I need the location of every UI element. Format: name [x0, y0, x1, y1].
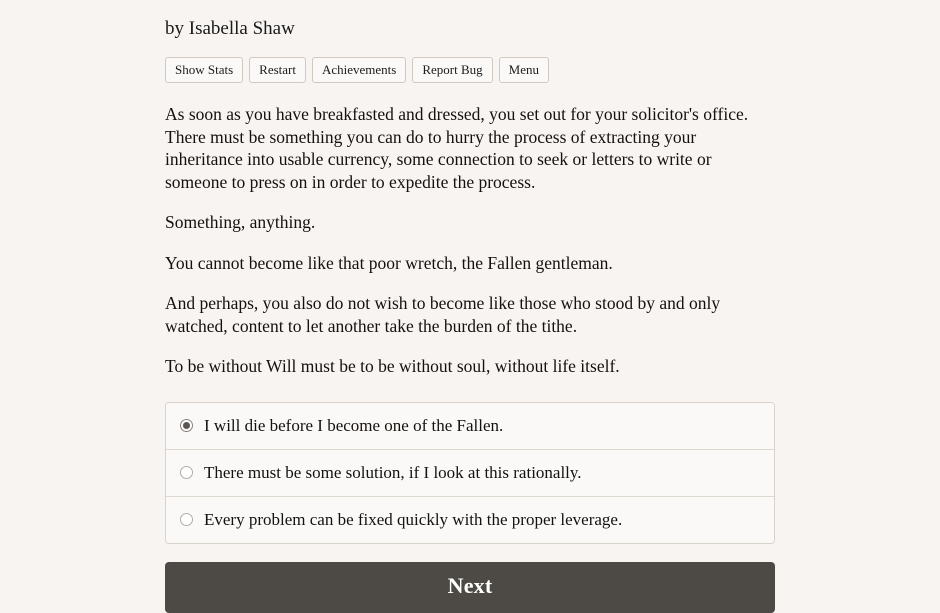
story-paragraph-text: And perhaps, you also do not wish to become like those who stood by and only watched, content to let another take the burden of the tithe.	[165, 293, 721, 336]
choice-label: There must be some solution, if I look at this rationally.	[204, 462, 582, 482]
choice-label: I will die before I become one of the Fallen.	[204, 415, 504, 435]
choice-option[interactable]	[166, 497, 774, 543]
story-paragraph	[165, 103, 777, 193]
story-paragraph	[165, 292, 777, 337]
game-toolbar	[165, 57, 777, 83]
story-paragraph	[165, 211, 777, 234]
restart-button[interactable]: Restart	[249, 57, 306, 83]
story-paragraph	[165, 252, 777, 275]
story-paragraph-text: You cannot become like that poor wretch, the Fallen gentleman.	[165, 252, 613, 273]
choice-option[interactable]	[166, 403, 774, 450]
radio-icon[interactable]	[180, 466, 193, 479]
next-button[interactable]: Next	[165, 562, 775, 613]
achievements-button[interactable]: Achievements	[312, 57, 406, 83]
choice-option[interactable]	[166, 450, 774, 497]
radio-icon[interactable]	[180, 419, 193, 432]
story-paragraph	[165, 355, 777, 378]
story-paragraph-text: As soon as you have breakfasted and dressed, you set out for your solicitor's office. There must be something you can do to hurry the process of extracting your inheritance into usable currency, some connection to seek or letters to write or someone to press on in order to expedite the process.	[165, 104, 749, 192]
story-paragraph-text: To be without Will must be to be without soul, without life itself.	[165, 356, 620, 376]
choice-label: Every problem can be fixed quickly with the proper leverage.	[204, 509, 623, 529]
report-bug-button[interactable]: Report Bug	[412, 57, 492, 83]
choice-list	[165, 402, 775, 544]
author-byline: by Isabella Shaw	[165, 18, 295, 39]
radio-icon[interactable]	[180, 513, 193, 526]
story-content	[165, 0, 777, 613]
story-paragraph-text: Something, anything.	[165, 212, 316, 232]
show-stats-button[interactable]: Show Stats	[165, 57, 243, 83]
menu-button[interactable]: Menu	[499, 57, 549, 83]
